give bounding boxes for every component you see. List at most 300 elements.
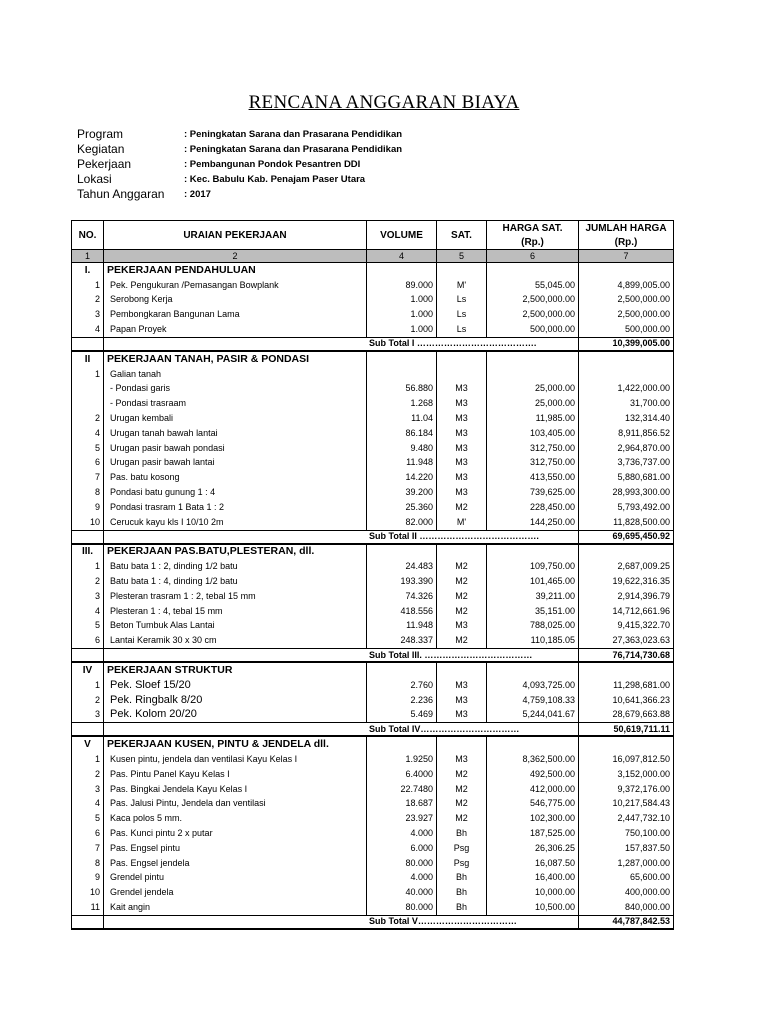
- item-unit-price: 4,093,725.00: [487, 678, 579, 693]
- item-unit-price: 101,465.00: [487, 574, 579, 589]
- table-row: [72, 367, 674, 382]
- item-total: 2,914,396.79: [579, 589, 674, 604]
- item-unit: M3: [437, 485, 487, 500]
- empty-cell: [437, 736, 487, 752]
- item-unit-price: 4,759,108.33: [487, 693, 579, 708]
- empty-cell: [437, 544, 487, 560]
- info-value: : 2017: [184, 189, 211, 200]
- item-unit-price: 2,500,000.00: [487, 293, 579, 308]
- item-no: 5: [72, 811, 104, 826]
- item-unit: M2: [437, 500, 487, 515]
- item-total: 840,000.00: [579, 900, 674, 915]
- item-unit: M3: [437, 470, 487, 485]
- item-total: 10,641,366.23: [579, 693, 674, 708]
- item-no: 1: [72, 367, 104, 382]
- empty-cell: [579, 736, 674, 752]
- section-title: PEKERJAAN PENDAHULUAN: [104, 263, 367, 278]
- item-description: - Pondasi garis: [104, 382, 367, 397]
- item-description: Serobong Kerja: [104, 293, 367, 308]
- empty-cell: [367, 662, 437, 678]
- item-total: 750,100.00: [579, 826, 674, 841]
- item-unit-price: 2,500,000.00: [487, 307, 579, 322]
- subtotal-value: 50,619,711.11: [579, 723, 674, 737]
- item-no: 1: [72, 278, 104, 293]
- item-total: 11,828,500.00: [579, 515, 674, 530]
- item-total: 1,287,000.00: [579, 856, 674, 871]
- empty-cell: [487, 544, 579, 560]
- item-description: Urugan kembali: [104, 411, 367, 426]
- info-label: Pekerjaan: [77, 157, 132, 171]
- item-description: Urugan pasir bawah lantai: [104, 456, 367, 471]
- empty-cell: [579, 662, 674, 678]
- section-number: III.: [72, 544, 104, 560]
- header-harga-sat: HARGA SAT.: [487, 221, 579, 236]
- section-header-row: [72, 263, 674, 278]
- item-total: 14,712,661.96: [579, 604, 674, 619]
- info-row: [77, 142, 677, 157]
- item-unit-price: 10,000.00: [487, 885, 579, 900]
- item-unit: M2: [437, 604, 487, 619]
- item-total: 2,500,000.00: [579, 307, 674, 322]
- item-total: 5,880,681.00: [579, 470, 674, 485]
- table-row: [72, 382, 674, 397]
- item-no: 6: [72, 826, 104, 841]
- empty-cell: [437, 263, 487, 278]
- item-volume: 39.200: [367, 485, 437, 500]
- item-total: 27,363,023.63: [579, 633, 674, 648]
- item-unit-price: 5,244,041.67: [487, 708, 579, 723]
- item-unit-price: 500,000.00: [487, 322, 579, 337]
- item-unit-price: 25,000.00: [487, 396, 579, 411]
- header-jumlah: JUMLAH HARGA: [579, 221, 674, 236]
- item-total: 132,314.40: [579, 411, 674, 426]
- item-unit: M3: [437, 426, 487, 441]
- item-unit-price: 16,400.00: [487, 870, 579, 885]
- item-unit-price: 187,525.00: [487, 826, 579, 841]
- item-description: Pondasi batu gunung 1 : 4: [104, 485, 367, 500]
- item-no: 8: [72, 485, 104, 500]
- item-unit: M2: [437, 574, 487, 589]
- section-header-row: [72, 544, 674, 560]
- empty-cell: [437, 662, 487, 678]
- section-header-row: [72, 662, 674, 678]
- section-title: PEKERJAAN KUSEN, PINTU & JENDELA dll.: [104, 736, 367, 752]
- budget-table: [71, 220, 674, 930]
- item-volume: 248.337: [367, 633, 437, 648]
- section-title: PEKERJAAN STRUKTUR: [104, 662, 367, 678]
- column-number: 5: [437, 250, 487, 263]
- empty-cell: [487, 662, 579, 678]
- item-description: Pas. Kunci pintu 2 x putar: [104, 826, 367, 841]
- table-row: [72, 559, 674, 574]
- item-description: Batu bata 1 : 4, dinding 1/2 batu: [104, 574, 367, 589]
- column-number: 7: [579, 250, 674, 263]
- item-total: 2,964,870.00: [579, 441, 674, 456]
- table-row: [72, 589, 674, 604]
- item-unit: Psg: [437, 856, 487, 871]
- item-unit: M2: [437, 811, 487, 826]
- item-description: Pek. Kolom 20/20: [104, 708, 367, 723]
- table-row: [72, 619, 674, 634]
- subtotal-row: [72, 723, 674, 737]
- item-volume: 11.04: [367, 411, 437, 426]
- item-unit-price: 110,185.05: [487, 633, 579, 648]
- table-header-row: [72, 221, 674, 236]
- item-description: Pek. Sloef 15/20: [104, 678, 367, 693]
- table-row: [72, 604, 674, 619]
- table-row: [72, 293, 674, 308]
- info-label: Lokasi: [77, 172, 112, 186]
- subtotal-row: [72, 915, 674, 929]
- item-description: Pas. batu kosong: [104, 470, 367, 485]
- table-row: [72, 693, 674, 708]
- item-description: Kaca polos 5 mm.: [104, 811, 367, 826]
- empty-cell: [487, 351, 579, 367]
- item-volume: 5.469: [367, 708, 437, 723]
- item-description: Cerucuk kayu kls I 10/10 2m: [104, 515, 367, 530]
- info-label: Kegiatan: [77, 142, 125, 156]
- item-description: Beton Tumbuk Alas Lantai: [104, 619, 367, 634]
- item-description: Galian tanah: [104, 367, 367, 382]
- item-total: 2,687,009.25: [579, 559, 674, 574]
- subtotal-row: [72, 649, 674, 663]
- item-total: 28,993,300.00: [579, 485, 674, 500]
- info-row: [77, 157, 677, 172]
- table-row: [72, 470, 674, 485]
- table-row: [72, 278, 674, 293]
- table-row: [72, 426, 674, 441]
- empty-cell: [367, 544, 437, 560]
- item-no: 11: [72, 900, 104, 915]
- item-description: Urugan tanah bawah lantai: [104, 426, 367, 441]
- item-total: 2,447,732.10: [579, 811, 674, 826]
- info-row: [77, 127, 677, 142]
- subtotal-label: Sub Total II ………………………………….: [104, 530, 579, 544]
- item-no: 5: [72, 441, 104, 456]
- header-volume: VOLUME: [367, 221, 437, 250]
- info-label: Program: [77, 127, 124, 141]
- item-unit: M2: [437, 797, 487, 812]
- item-unit-price: 55,045.00: [487, 278, 579, 293]
- info-row: [77, 187, 677, 202]
- item-no: 3: [72, 589, 104, 604]
- item-volume: 25.360: [367, 500, 437, 515]
- item-unit-price: 8,362,500.00: [487, 752, 579, 767]
- item-no: 6: [72, 456, 104, 471]
- table-row: [72, 870, 674, 885]
- empty-cell: [487, 263, 579, 278]
- item-unit: M': [437, 515, 487, 530]
- table-row: [72, 841, 674, 856]
- item-unit: M3: [437, 441, 487, 456]
- item-total: 3,152,000.00: [579, 767, 674, 782]
- section-header-row: [72, 736, 674, 752]
- table-row: [72, 500, 674, 515]
- item-total: 4,899,005.00: [579, 278, 674, 293]
- item-unit: M3: [437, 708, 487, 723]
- table-row: [72, 708, 674, 723]
- item-unit: Bh: [437, 870, 487, 885]
- item-unit-price: 144,250.00: [487, 515, 579, 530]
- item-unit: Bh: [437, 826, 487, 841]
- item-unit-price: 103,405.00: [487, 426, 579, 441]
- subtotal-label: Sub Total I ………………………………….: [104, 337, 579, 351]
- item-volume: 2.236: [367, 693, 437, 708]
- item-description: Urugan pasir bawah pondasi: [104, 441, 367, 456]
- item-description: Pas. Engsel jendela: [104, 856, 367, 871]
- item-no: 3: [72, 708, 104, 723]
- table-row: [72, 811, 674, 826]
- empty-cell: [72, 915, 104, 929]
- item-volume: 14.220: [367, 470, 437, 485]
- info-value: : Peningkatan Sarana dan Prasarana Pendidikan: [184, 129, 403, 140]
- item-no: 7: [72, 470, 104, 485]
- item-total: 65,600.00: [579, 870, 674, 885]
- item-volume: 86.184: [367, 426, 437, 441]
- item-unit: M3: [437, 411, 487, 426]
- table-row: [72, 678, 674, 693]
- item-volume: 193.390: [367, 574, 437, 589]
- item-description: Plesteran trasram 1 : 2, tebal 15 mm: [104, 589, 367, 604]
- item-unit-price: 109,750.00: [487, 559, 579, 574]
- item-unit-price: 788,025.00: [487, 619, 579, 634]
- section-number: I.: [72, 263, 104, 278]
- item-no: 2: [72, 693, 104, 708]
- table-row: [72, 782, 674, 797]
- item-no: 1: [72, 559, 104, 574]
- item-no: 5: [72, 619, 104, 634]
- table-row: [72, 515, 674, 530]
- item-no: 8: [72, 856, 104, 871]
- column-number-row: [72, 250, 674, 263]
- item-volume: 23.927: [367, 811, 437, 826]
- table-row: [72, 574, 674, 589]
- item-unit-price: 39,211.00: [487, 589, 579, 604]
- item-no: 1: [72, 678, 104, 693]
- item-no: 9: [72, 870, 104, 885]
- table-row: [72, 885, 674, 900]
- item-volume: 2.760: [367, 678, 437, 693]
- item-description: Pas. Pintu Panel Kayu Kelas I: [104, 767, 367, 782]
- item-no: 4: [72, 797, 104, 812]
- header-sat: SAT.: [437, 221, 487, 250]
- item-unit-price: 16,087.50: [487, 856, 579, 871]
- subtotal-row: [72, 337, 674, 351]
- item-unit-price: 739,625.00: [487, 485, 579, 500]
- item-unit: M3: [437, 396, 487, 411]
- item-unit-price: 11,985.00: [487, 411, 579, 426]
- section-title: PEKERJAAN PAS.BATU,PLESTERAN, dll.: [104, 544, 367, 560]
- item-no: 1: [72, 752, 104, 767]
- table-row: [72, 485, 674, 500]
- item-volume: 1.268: [367, 396, 437, 411]
- item-volume: 80.000: [367, 900, 437, 915]
- item-no: 3: [72, 307, 104, 322]
- item-unit: Ls: [437, 293, 487, 308]
- item-description: Kusen pintu, jendela dan ventilasi Kayu Kelas I: [104, 752, 367, 767]
- item-no: 7: [72, 841, 104, 856]
- item-total: 157,837.50: [579, 841, 674, 856]
- item-description: Pas. Bingkai Jendela Kayu Kelas I: [104, 782, 367, 797]
- table-row: [72, 826, 674, 841]
- item-description: - Pondasi trasraam: [104, 396, 367, 411]
- column-number: 4: [367, 250, 437, 263]
- item-total: 8,911,856.52: [579, 426, 674, 441]
- item-volume: 89.000: [367, 278, 437, 293]
- item-description: Pembongkaran Bangunan Lama: [104, 307, 367, 322]
- item-no: 2: [72, 411, 104, 426]
- item-total: 31,700.00: [579, 396, 674, 411]
- empty-cell: [72, 723, 104, 737]
- item-no: 4: [72, 426, 104, 441]
- item-volume: 1.9250: [367, 752, 437, 767]
- item-volume: 22.7480: [367, 782, 437, 797]
- item-unit-price: 228,450.00: [487, 500, 579, 515]
- item-unit: Psg: [437, 841, 487, 856]
- item-unit-price: 35,151.00: [487, 604, 579, 619]
- item-volume: 11.948: [367, 619, 437, 634]
- table-row: [72, 797, 674, 812]
- column-number: 6: [487, 250, 579, 263]
- item-volume: 24.483: [367, 559, 437, 574]
- item-volume: 18.687: [367, 797, 437, 812]
- section-number: II: [72, 351, 104, 367]
- item-total: 400,000.00: [579, 885, 674, 900]
- item-no: [72, 396, 104, 411]
- item-total: 9,415,322.70: [579, 619, 674, 634]
- item-unit: M3: [437, 382, 487, 397]
- item-no: 2: [72, 293, 104, 308]
- section-number: V: [72, 736, 104, 752]
- item-no: 6: [72, 633, 104, 648]
- header-no: NO.: [72, 221, 104, 250]
- item-unit: M2: [437, 559, 487, 574]
- item-volume: 1.000: [367, 293, 437, 308]
- item-description: Plesteran 1 : 4, tebal 15 mm: [104, 604, 367, 619]
- item-description: Pek. Ringbalk 8/20: [104, 693, 367, 708]
- table-row: [72, 752, 674, 767]
- item-total: 11,298,681.00: [579, 678, 674, 693]
- info-value: : Kec. Babulu Kab. Penajam Paser Utara: [184, 174, 366, 185]
- subtotal-value: 69,695,450.92: [579, 530, 674, 544]
- item-unit: Bh: [437, 885, 487, 900]
- item-description: Lantai Keramik 30 x 30 cm: [104, 633, 367, 648]
- item-unit: M3: [437, 456, 487, 471]
- item-total: 19,622,316.35: [579, 574, 674, 589]
- table-row: [72, 856, 674, 871]
- item-total: 9,372,176.00: [579, 782, 674, 797]
- table-row: [72, 900, 674, 915]
- item-no: [72, 382, 104, 397]
- item-unit: M2: [437, 767, 487, 782]
- item-volume: 80.000: [367, 856, 437, 871]
- item-no: 9: [72, 500, 104, 515]
- document-title: RENCANA ANGGARAN BIAYA: [248, 92, 520, 113]
- table-row: [72, 441, 674, 456]
- section-title: PEKERJAAN TANAH, PASIR & PONDASI: [104, 351, 367, 367]
- item-unit-price: 546,775.00: [487, 797, 579, 812]
- item-volume: 74.326: [367, 589, 437, 604]
- item-description: Pek. Pengukuran /Pemasangan Bowplank: [104, 278, 367, 293]
- empty-cell: [579, 544, 674, 560]
- table-row: [72, 396, 674, 411]
- item-total: 1,422,000.00: [579, 382, 674, 397]
- item-no: 4: [72, 322, 104, 337]
- item-volume: 1.000: [367, 307, 437, 322]
- item-volume: 4.000: [367, 870, 437, 885]
- header-jumlah-unit: (Rp.): [579, 235, 674, 250]
- item-no: 2: [72, 767, 104, 782]
- item-volume: 9.480: [367, 441, 437, 456]
- item-unit: M': [437, 278, 487, 293]
- info-value: : Pembangunan Pondok Pesantren DDI: [184, 159, 361, 170]
- empty-cell: [579, 263, 674, 278]
- item-description: Grendel jendela: [104, 885, 367, 900]
- item-total: 3,736,737.00: [579, 456, 674, 471]
- item-volume: [367, 367, 437, 382]
- item-unit: M3: [437, 752, 487, 767]
- table-row: [72, 456, 674, 471]
- item-total: 5,793,492.00: [579, 500, 674, 515]
- item-description: Pas. Jalusi Pintu, Jendela dan ventilasi: [104, 797, 367, 812]
- item-unit-price: 102,300.00: [487, 811, 579, 826]
- item-unit: M3: [437, 693, 487, 708]
- item-unit-price: 413,550.00: [487, 470, 579, 485]
- item-volume: 418.556: [367, 604, 437, 619]
- header-uraian: URAIAN PEKERJAAN: [104, 221, 367, 250]
- item-unit: [437, 367, 487, 382]
- item-volume: 6.4000: [367, 767, 437, 782]
- table-row: [72, 633, 674, 648]
- item-unit-price: 312,750.00: [487, 441, 579, 456]
- item-volume: 11.948: [367, 456, 437, 471]
- empty-cell: [579, 351, 674, 367]
- subtotal-label: Sub Total V……………………………: [104, 915, 579, 929]
- item-volume: 6.000: [367, 841, 437, 856]
- item-volume: 82.000: [367, 515, 437, 530]
- item-volume: 40.000: [367, 885, 437, 900]
- item-total: 10,217,584.43: [579, 797, 674, 812]
- item-description: Pondasi trasram 1 Bata 1 : 2: [104, 500, 367, 515]
- empty-cell: [72, 337, 104, 351]
- info-label: Tahun Anggaran: [77, 187, 165, 201]
- empty-cell: [487, 736, 579, 752]
- empty-cell: [72, 649, 104, 663]
- item-unit: M2: [437, 633, 487, 648]
- item-unit: Bh: [437, 900, 487, 915]
- item-total: 16,097,812.50: [579, 752, 674, 767]
- item-description: Kait angin: [104, 900, 367, 915]
- header-harga-sat-unit: (Rp.): [487, 235, 579, 250]
- item-total: 500,000.00: [579, 322, 674, 337]
- item-total: 2,500,000.00: [579, 293, 674, 308]
- item-description: Papan Proyek: [104, 322, 367, 337]
- item-description: Grendel pintu: [104, 870, 367, 885]
- subtotal-value: 76,714,730.68: [579, 649, 674, 663]
- column-number: 2: [104, 250, 367, 263]
- item-no: 10: [72, 515, 104, 530]
- empty-cell: [367, 263, 437, 278]
- item-unit: Ls: [437, 307, 487, 322]
- subtotal-value: 10,399,005.00: [579, 337, 674, 351]
- info-value: : Peningkatan Sarana dan Prasarana Pendidikan: [184, 144, 403, 155]
- item-description: Pas. Engsel pintu: [104, 841, 367, 856]
- empty-cell: [437, 351, 487, 367]
- item-no: 10: [72, 885, 104, 900]
- subtotal-value: 44,787,842.53: [579, 915, 674, 929]
- item-unit: M2: [437, 782, 487, 797]
- item-unit: M3: [437, 678, 487, 693]
